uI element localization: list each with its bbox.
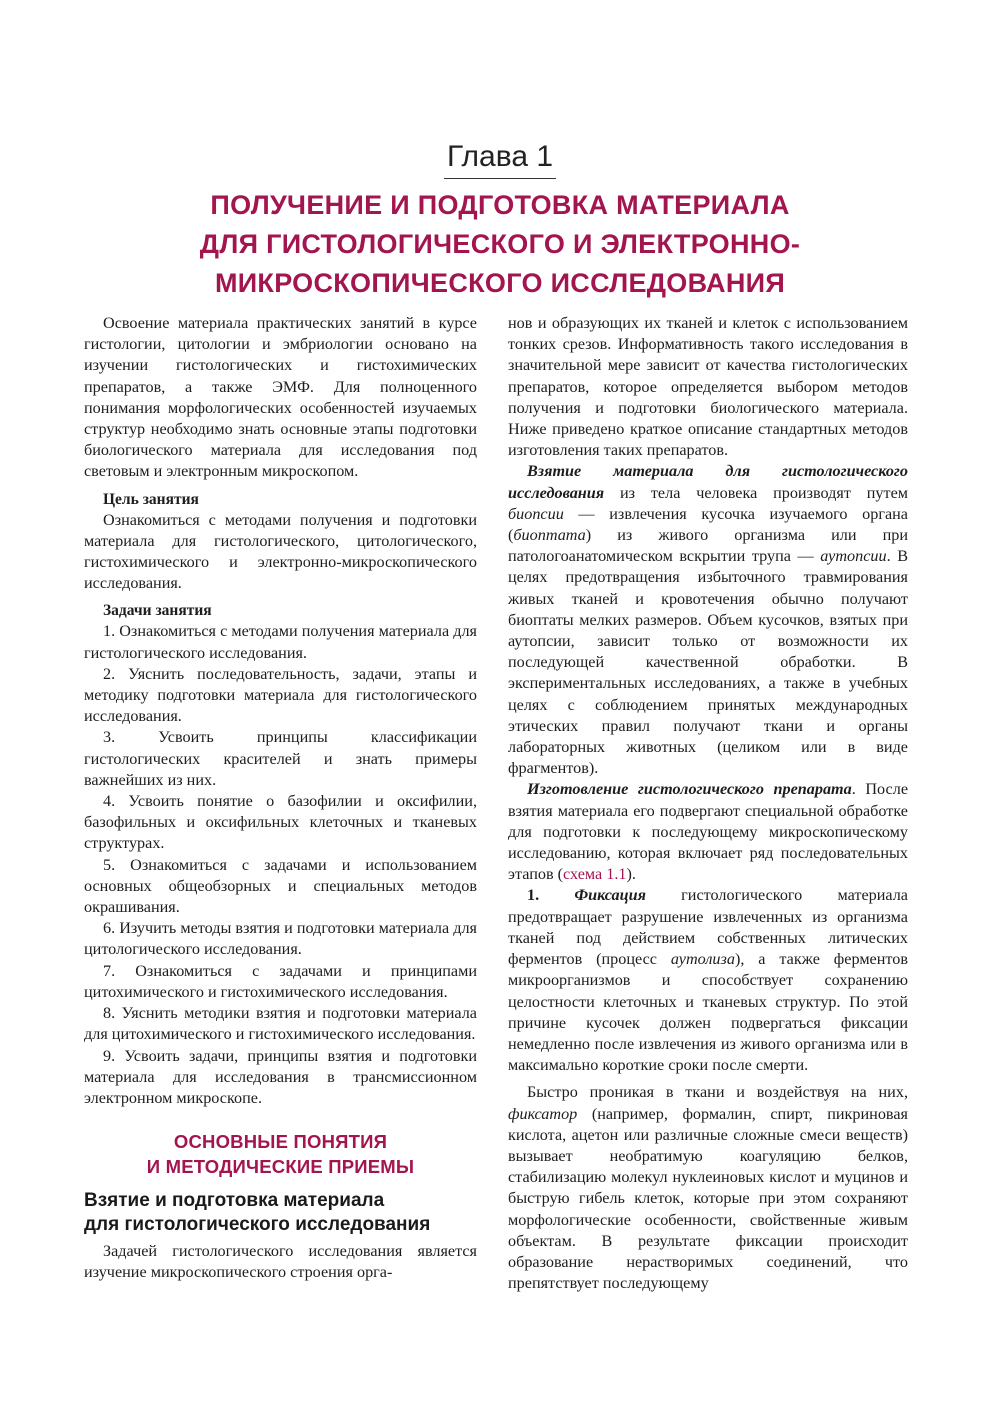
fixative-text-b: (например, формалин, спирт, пикриновая кислота, ацетон или различные сложные смеси веществ) вызывает необратимую коагуляцию белков, стабилизацию молекул нуклеиновых кислот и муцинов и быструю гибель клеток, которые при этом сохраняют морфологические особенности, свойственные живым объектам. В результате фиксации происходит образование нерастворимых соединений, что препятствует последующему xyxy=(508,1104,908,1293)
section-heading-line-1: ОСНОВНЫЕ ПОНЯТИЯ xyxy=(173,1131,388,1153)
scheme-link[interactable]: схема 1.1 xyxy=(563,865,627,884)
subsection-text: Задачей гистологического исследования является изучение микроскопического строения орга- xyxy=(84,1242,477,1282)
subsection-heading-line-2: для гистологического исследования xyxy=(84,1214,431,1236)
goal-text: Ознакомиться с методами получения и подготовки материала для гистологического, цитологического, гистохимического и электронно-микроскопического исследования. xyxy=(84,510,477,593)
fixation-paragraph xyxy=(508,885,908,1076)
biopsy-text-b: — извлечения кусочка изучаемого органа ( xyxy=(508,504,908,545)
biopsy-text-a: из тела человека производят путем xyxy=(604,483,908,502)
fixation-lead: Фиксация xyxy=(574,886,646,905)
term-bioptat: биоптата xyxy=(513,526,586,545)
task-item-1: 1. Ознакомиться с методами получения материала для гистологического исследования. xyxy=(84,622,477,662)
biopsy-paragraph xyxy=(508,461,908,779)
right-column xyxy=(508,313,908,1294)
fixation-text-a: гистологического материала предотвращает разрушение извлеченных из организма тканей под действием собственных литических ферментов (процесс xyxy=(508,886,908,969)
left-column xyxy=(84,313,477,1284)
preparation-text-a: . После взятия материала его подвергают специальной обработке для подготовки к последующему микроскопическому исследованию, которая включает ряд последовательных этапов ( xyxy=(508,780,908,884)
fixative-paragraph xyxy=(508,1082,908,1294)
subsection-heading xyxy=(84,1189,477,1237)
chapter-title xyxy=(0,186,1000,303)
biopsy-text-c: ) из живого организма или при патологоанатомическом вскрытии трупа — xyxy=(508,526,908,566)
task-item-6: 6. Изучить методы взятия и подготовки материала для цитологического исследования. xyxy=(84,919,477,959)
term-biopsy: биопсии xyxy=(508,504,564,523)
task-item-2: 2. Уяснить последовательность, задачи, этапы и методику подготовки материала для гистологического исследования. xyxy=(84,664,477,726)
biopsy-text-d: . В целях предотвращения избыточного травмирования живых тканей и кровотечения обычно получают биоптаты мелких размеров. Объем кусочков, взятых при аутопсии, зависит только от возможности их последующей качественной обработки. В экспериментальных исследованиях, а также в учебных целях с соблюдением принятых международных этических правил получают ткани и органы лабораторных животных (целиком или в виде фрагментов). xyxy=(508,547,908,778)
chapter-title-line-1: ПОЛУЧЕНИЕ И ПОДГОТОВКА МАТЕРИАЛА xyxy=(210,190,790,220)
tasks-heading: Задачи занятия xyxy=(103,602,212,620)
continuation-paragraph: нов и образующих их тканей и клеток с использованием тонких срезов. Информативность такого исследования в значительной мере зависит от качества гистологических препаратов, которое определяется выбором методов получения и подготовки биологического материала. Ниже приведено краткое описание стандартных методов изготовления таких препаратов. xyxy=(508,314,908,460)
task-item-9: 9. Усвоить задачи, принципы взятия и подготовки материала для исследования в трансмиссионном электронном микроскопе. xyxy=(84,1046,477,1107)
task-item-4: 4. Усвоить понятие о базофилии и оксифилии, базофильных и оксифильных клеточных и тканевых структурах. xyxy=(84,792,477,853)
preparation-paragraph xyxy=(508,779,908,885)
task-item-8: 8. Уяснить методики взятия и подготовки материала для цитохимического и гистохимического исследования. xyxy=(84,1004,477,1044)
term-autopsy: аутопсии xyxy=(820,547,887,566)
chapter-title-line-2: ДЛЯ ГИСТОЛОГИЧЕСКОГО И ЭЛЕКТРОННО- xyxy=(199,229,801,259)
task-item-3: 3. Усвоить принципы классификации гистологических красителей и знать примеры важнейших из них. xyxy=(84,728,477,789)
fixative-text-a: Быстро проникая в ткани и воздействуя на них, xyxy=(527,1083,908,1102)
fixation-number: 1. xyxy=(527,886,575,905)
section-heading xyxy=(84,1129,477,1179)
chapter-title-line-3: МИКРОСКОПИЧЕСКОГО ИССЛЕДОВАНИЯ xyxy=(214,268,786,298)
term-autolysis: аутолиза xyxy=(670,950,735,969)
intro-paragraph: Освоение материала практических занятий в курсе гистологии, цитологии и эмбриологии основано на изучении гистологических и гистохимических препаратов, а также ЭМФ. Для полноценного понимания морфологических особенностей изучаемых структур необходимо знать основные этапы подготовки биологического материала для исследования под световым и электронным микроскопом. xyxy=(84,314,477,481)
preparation-text-b: ). xyxy=(626,865,636,884)
biopsy-paragraph-lead: Взятие материала для гистологического исследования xyxy=(508,462,908,502)
chapter-underline xyxy=(444,178,556,179)
task-item-7: 7. Ознакомиться с задачами и принципами цитохимического и гистохимического исследования. xyxy=(84,961,477,1001)
chapter-label: Глава 1 xyxy=(446,140,554,173)
term-fixative: фиксатор xyxy=(508,1104,578,1123)
goal-heading: Цель занятия xyxy=(103,490,199,508)
section-heading-line-2: И МЕТОДИЧЕСКИЕ ПРИЕМЫ xyxy=(146,1156,415,1178)
preparation-paragraph-lead: Изготовление гистологического препарата xyxy=(527,780,852,799)
fixation-text-b: ), а также ферментов микроорганизмов и способствует сохранению целостности клеточных и тканевых структур. По этой причине кусочек должен подвергаться фиксации немедленно после извлечения из живого организма или в максимально короткие сроки после смерти. xyxy=(508,950,909,1075)
task-item-5: 5. Ознакомиться с задачами и использованием основных общеобзорных и специальных методов окрашивания. xyxy=(84,855,477,917)
subsection-heading-line-1: Взятие и подготовка материала xyxy=(84,1190,385,1212)
